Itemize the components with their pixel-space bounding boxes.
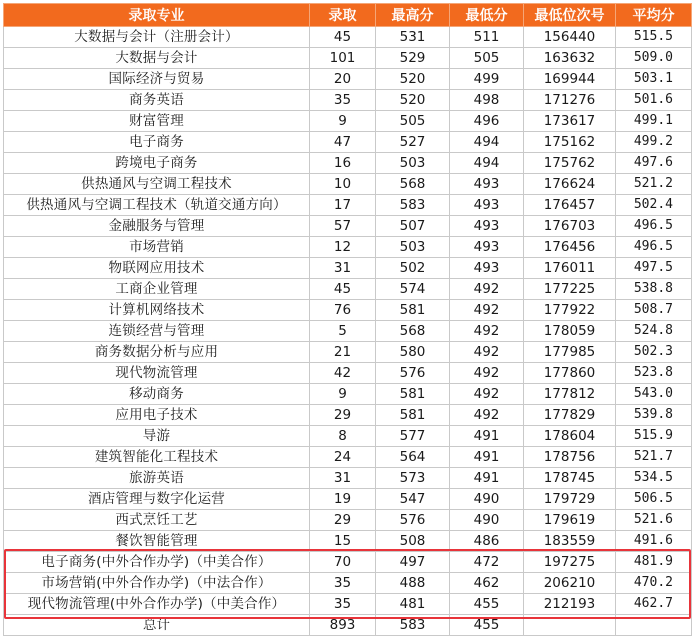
header-min-score: 最低分: [450, 4, 524, 27]
major-cell: 国际经济与贸易: [4, 69, 310, 90]
min-score-cell: 491: [450, 426, 524, 447]
max-score-cell: 574: [376, 279, 450, 300]
major-cell: 移动商务: [4, 384, 310, 405]
min-rank-cell: 178604: [524, 426, 616, 447]
min-rank-cell: 175762: [524, 153, 616, 174]
max-score-cell: 581: [376, 300, 450, 321]
max-score-cell: 568: [376, 174, 450, 195]
min-score-cell: 496: [450, 111, 524, 132]
min-score-cell: 486: [450, 531, 524, 552]
min-score-cell: 462: [450, 573, 524, 594]
table-row: [4, 384, 692, 405]
min-score-cell: 499: [450, 69, 524, 90]
major-cell: 供热通风与空调工程技术（轨道交通方向）: [4, 195, 310, 216]
max-score-cell: 529: [376, 48, 450, 69]
enrolled-cell: 57: [310, 216, 376, 237]
table-row: [4, 447, 692, 468]
header-enrolled: 录取: [310, 4, 376, 27]
major-cell: 餐饮智能管理: [4, 531, 310, 552]
total-row: [4, 615, 692, 636]
max-score-cell: 520: [376, 69, 450, 90]
table-body: [4, 27, 692, 636]
enrolled-cell: 101: [310, 48, 376, 69]
enrolled-cell: 70: [310, 552, 376, 573]
table-header-row: [4, 4, 692, 27]
enrolled-cell: 9: [310, 111, 376, 132]
max-score-cell: 488: [376, 573, 450, 594]
max-score-cell: 581: [376, 405, 450, 426]
min-rank-cell: 177860: [524, 363, 616, 384]
header-max-score: 最高分: [376, 4, 450, 27]
min-rank-cell: 176624: [524, 174, 616, 195]
enrolled-cell: 35: [310, 90, 376, 111]
enrolled-cell: 15: [310, 531, 376, 552]
avg-score-cell: 499.1: [616, 111, 692, 132]
avg-score-cell: 524.8: [616, 321, 692, 342]
min-score-cell: 492: [450, 300, 524, 321]
avg-score-cell: 497.6: [616, 153, 692, 174]
avg-score-cell: 462.7: [616, 594, 692, 615]
max-score-cell: 503: [376, 153, 450, 174]
avg-score-cell: 543.0: [616, 384, 692, 405]
max-score-cell: 527: [376, 132, 450, 153]
min-score-cell: 490: [450, 489, 524, 510]
avg-score-cell: 496.5: [616, 216, 692, 237]
table-row: [4, 363, 692, 384]
avg-score-cell: 521.2: [616, 174, 692, 195]
table-row: [4, 279, 692, 300]
max-score-cell: 481: [376, 594, 450, 615]
max-score-cell: 508: [376, 531, 450, 552]
table-row: [4, 258, 692, 279]
enrolled-cell: 45: [310, 27, 376, 48]
table-row: [4, 27, 692, 48]
avg-score-cell: 503.1: [616, 69, 692, 90]
avg-score-cell: 521.7: [616, 447, 692, 468]
table-row: [4, 111, 692, 132]
min-rank-cell: 177812: [524, 384, 616, 405]
min-rank-cell: 173617: [524, 111, 616, 132]
major-cell: 市场营销(中外合作办学)（中法合作）: [4, 573, 310, 594]
min-score-cell: 492: [450, 321, 524, 342]
total-min-rank-cell: [524, 615, 616, 636]
admission-scores-table: [3, 3, 692, 636]
min-rank-cell: 178745: [524, 468, 616, 489]
table-row: [4, 174, 692, 195]
min-score-cell: 492: [450, 405, 524, 426]
min-rank-cell: 206210: [524, 573, 616, 594]
avg-score-cell: 481.9: [616, 552, 692, 573]
major-cell: 市场营销: [4, 237, 310, 258]
avg-score-cell: 515.5: [616, 27, 692, 48]
min-score-cell: 472: [450, 552, 524, 573]
enrolled-cell: 24: [310, 447, 376, 468]
min-score-cell: 492: [450, 342, 524, 363]
avg-score-cell: 502.4: [616, 195, 692, 216]
major-cell: 大数据与会计（注册会计）: [4, 27, 310, 48]
min-score-cell: 505: [450, 48, 524, 69]
major-cell: 跨境电子商务: [4, 153, 310, 174]
table-row: [4, 153, 692, 174]
major-cell: 建筑智能化工程技术: [4, 447, 310, 468]
header-min-rank: 最低位次号: [524, 4, 616, 27]
major-cell: 现代物流管理: [4, 363, 310, 384]
enrolled-cell: 9: [310, 384, 376, 405]
enrolled-cell: 47: [310, 132, 376, 153]
table-row: [4, 321, 692, 342]
enrolled-cell: 45: [310, 279, 376, 300]
major-cell: 电子商务(中外合作办学)（中美合作）: [4, 552, 310, 573]
major-cell: 商务英语: [4, 90, 310, 111]
avg-score-cell: 534.5: [616, 468, 692, 489]
table-row: [4, 342, 692, 363]
min-score-cell: 494: [450, 153, 524, 174]
table-row: [4, 426, 692, 447]
min-score-cell: 492: [450, 363, 524, 384]
major-cell: 西式烹饪工艺: [4, 510, 310, 531]
max-score-cell: 505: [376, 111, 450, 132]
avg-score-cell: 509.0: [616, 48, 692, 69]
min-rank-cell: 178756: [524, 447, 616, 468]
avg-score-cell: 501.6: [616, 90, 692, 111]
min-score-cell: 493: [450, 237, 524, 258]
table-row: [4, 573, 692, 594]
header-major: 录取专业: [4, 4, 310, 27]
enrolled-cell: 35: [310, 594, 376, 615]
total-avg-score-cell: [616, 615, 692, 636]
table-row: [4, 237, 692, 258]
major-cell: 现代物流管理(中外合作办学)（中美合作）: [4, 594, 310, 615]
min-score-cell: 493: [450, 174, 524, 195]
max-score-cell: 568: [376, 321, 450, 342]
avg-score-cell: 506.5: [616, 489, 692, 510]
min-rank-cell: 176703: [524, 216, 616, 237]
major-cell: 计算机网络技术: [4, 300, 310, 321]
total-max-score-cell: 583: [376, 615, 450, 636]
max-score-cell: 503: [376, 237, 450, 258]
max-score-cell: 531: [376, 27, 450, 48]
major-cell: 金融服务与管理: [4, 216, 310, 237]
major-cell: 供热通风与空调工程技术: [4, 174, 310, 195]
enrolled-cell: 76: [310, 300, 376, 321]
table-row: [4, 594, 692, 615]
max-score-cell: 502: [376, 258, 450, 279]
min-score-cell: 493: [450, 216, 524, 237]
min-score-cell: 490: [450, 510, 524, 531]
max-score-cell: 507: [376, 216, 450, 237]
enrolled-cell: 31: [310, 468, 376, 489]
enrolled-cell: 5: [310, 321, 376, 342]
major-cell: 商务数据分析与应用: [4, 342, 310, 363]
max-score-cell: 564: [376, 447, 450, 468]
min-rank-cell: 171276: [524, 90, 616, 111]
avg-score-cell: 508.7: [616, 300, 692, 321]
avg-score-cell: 523.8: [616, 363, 692, 384]
avg-score-cell: 496.5: [616, 237, 692, 258]
total-enrolled-cell: 893: [310, 615, 376, 636]
avg-score-cell: 499.2: [616, 132, 692, 153]
total-min-score-cell: 455: [450, 615, 524, 636]
min-rank-cell: 179729: [524, 489, 616, 510]
min-rank-cell: 176011: [524, 258, 616, 279]
min-rank-cell: 176457: [524, 195, 616, 216]
enrolled-cell: 19: [310, 489, 376, 510]
min-rank-cell: 178059: [524, 321, 616, 342]
max-score-cell: 520: [376, 90, 450, 111]
min-score-cell: 511: [450, 27, 524, 48]
max-score-cell: 576: [376, 510, 450, 531]
table-row: [4, 552, 692, 573]
min-rank-cell: 156440: [524, 27, 616, 48]
max-score-cell: 573: [376, 468, 450, 489]
avg-score-cell: 521.6: [616, 510, 692, 531]
min-rank-cell: 177225: [524, 279, 616, 300]
avg-score-cell: 497.5: [616, 258, 692, 279]
table-row: [4, 300, 692, 321]
table-row: [4, 90, 692, 111]
min-rank-cell: 175162: [524, 132, 616, 153]
min-score-cell: 492: [450, 384, 524, 405]
table-row: [4, 405, 692, 426]
admission-table-container: [3, 3, 691, 636]
enrolled-cell: 42: [310, 363, 376, 384]
min-score-cell: 491: [450, 468, 524, 489]
min-score-cell: 493: [450, 258, 524, 279]
table-row: [4, 531, 692, 552]
min-rank-cell: 169944: [524, 69, 616, 90]
max-score-cell: 577: [376, 426, 450, 447]
table-row: [4, 195, 692, 216]
max-score-cell: 547: [376, 489, 450, 510]
enrolled-cell: 8: [310, 426, 376, 447]
enrolled-cell: 20: [310, 69, 376, 90]
min-rank-cell: 183559: [524, 531, 616, 552]
major-cell: 连锁经营与管理: [4, 321, 310, 342]
enrolled-cell: 31: [310, 258, 376, 279]
enrolled-cell: 21: [310, 342, 376, 363]
min-score-cell: 494: [450, 132, 524, 153]
table-row: [4, 216, 692, 237]
table-row: [4, 468, 692, 489]
avg-score-cell: 515.9: [616, 426, 692, 447]
min-score-cell: 491: [450, 447, 524, 468]
major-cell: 酒店管理与数字化运营: [4, 489, 310, 510]
enrolled-cell: 17: [310, 195, 376, 216]
major-cell: 大数据与会计: [4, 48, 310, 69]
avg-score-cell: 502.3: [616, 342, 692, 363]
min-score-cell: 455: [450, 594, 524, 615]
major-cell: 财富管理: [4, 111, 310, 132]
enrolled-cell: 35: [310, 573, 376, 594]
enrolled-cell: 10: [310, 174, 376, 195]
table-row: [4, 132, 692, 153]
enrolled-cell: 12: [310, 237, 376, 258]
table-row: [4, 69, 692, 90]
total-major-cell: 总计: [4, 615, 310, 636]
min-rank-cell: 197275: [524, 552, 616, 573]
max-score-cell: 576: [376, 363, 450, 384]
enrolled-cell: 29: [310, 510, 376, 531]
major-cell: 物联网应用技术: [4, 258, 310, 279]
min-rank-cell: 212193: [524, 594, 616, 615]
min-rank-cell: 176456: [524, 237, 616, 258]
max-score-cell: 497: [376, 552, 450, 573]
min-rank-cell: 179619: [524, 510, 616, 531]
min-rank-cell: 177829: [524, 405, 616, 426]
major-cell: 旅游英语: [4, 468, 310, 489]
avg-score-cell: 470.2: [616, 573, 692, 594]
major-cell: 导游: [4, 426, 310, 447]
min-rank-cell: 177985: [524, 342, 616, 363]
max-score-cell: 581: [376, 384, 450, 405]
min-score-cell: 493: [450, 195, 524, 216]
min-score-cell: 492: [450, 279, 524, 300]
min-rank-cell: 163632: [524, 48, 616, 69]
major-cell: 工商企业管理: [4, 279, 310, 300]
enrolled-cell: 29: [310, 405, 376, 426]
major-cell: 应用电子技术: [4, 405, 310, 426]
table-row: [4, 489, 692, 510]
max-score-cell: 580: [376, 342, 450, 363]
avg-score-cell: 539.8: [616, 405, 692, 426]
table-row: [4, 48, 692, 69]
table-row: [4, 510, 692, 531]
min-score-cell: 498: [450, 90, 524, 111]
avg-score-cell: 491.6: [616, 531, 692, 552]
enrolled-cell: 16: [310, 153, 376, 174]
min-rank-cell: 177922: [524, 300, 616, 321]
header-avg-score: 平均分: [616, 4, 692, 27]
avg-score-cell: 538.8: [616, 279, 692, 300]
major-cell: 电子商务: [4, 132, 310, 153]
max-score-cell: 583: [376, 195, 450, 216]
